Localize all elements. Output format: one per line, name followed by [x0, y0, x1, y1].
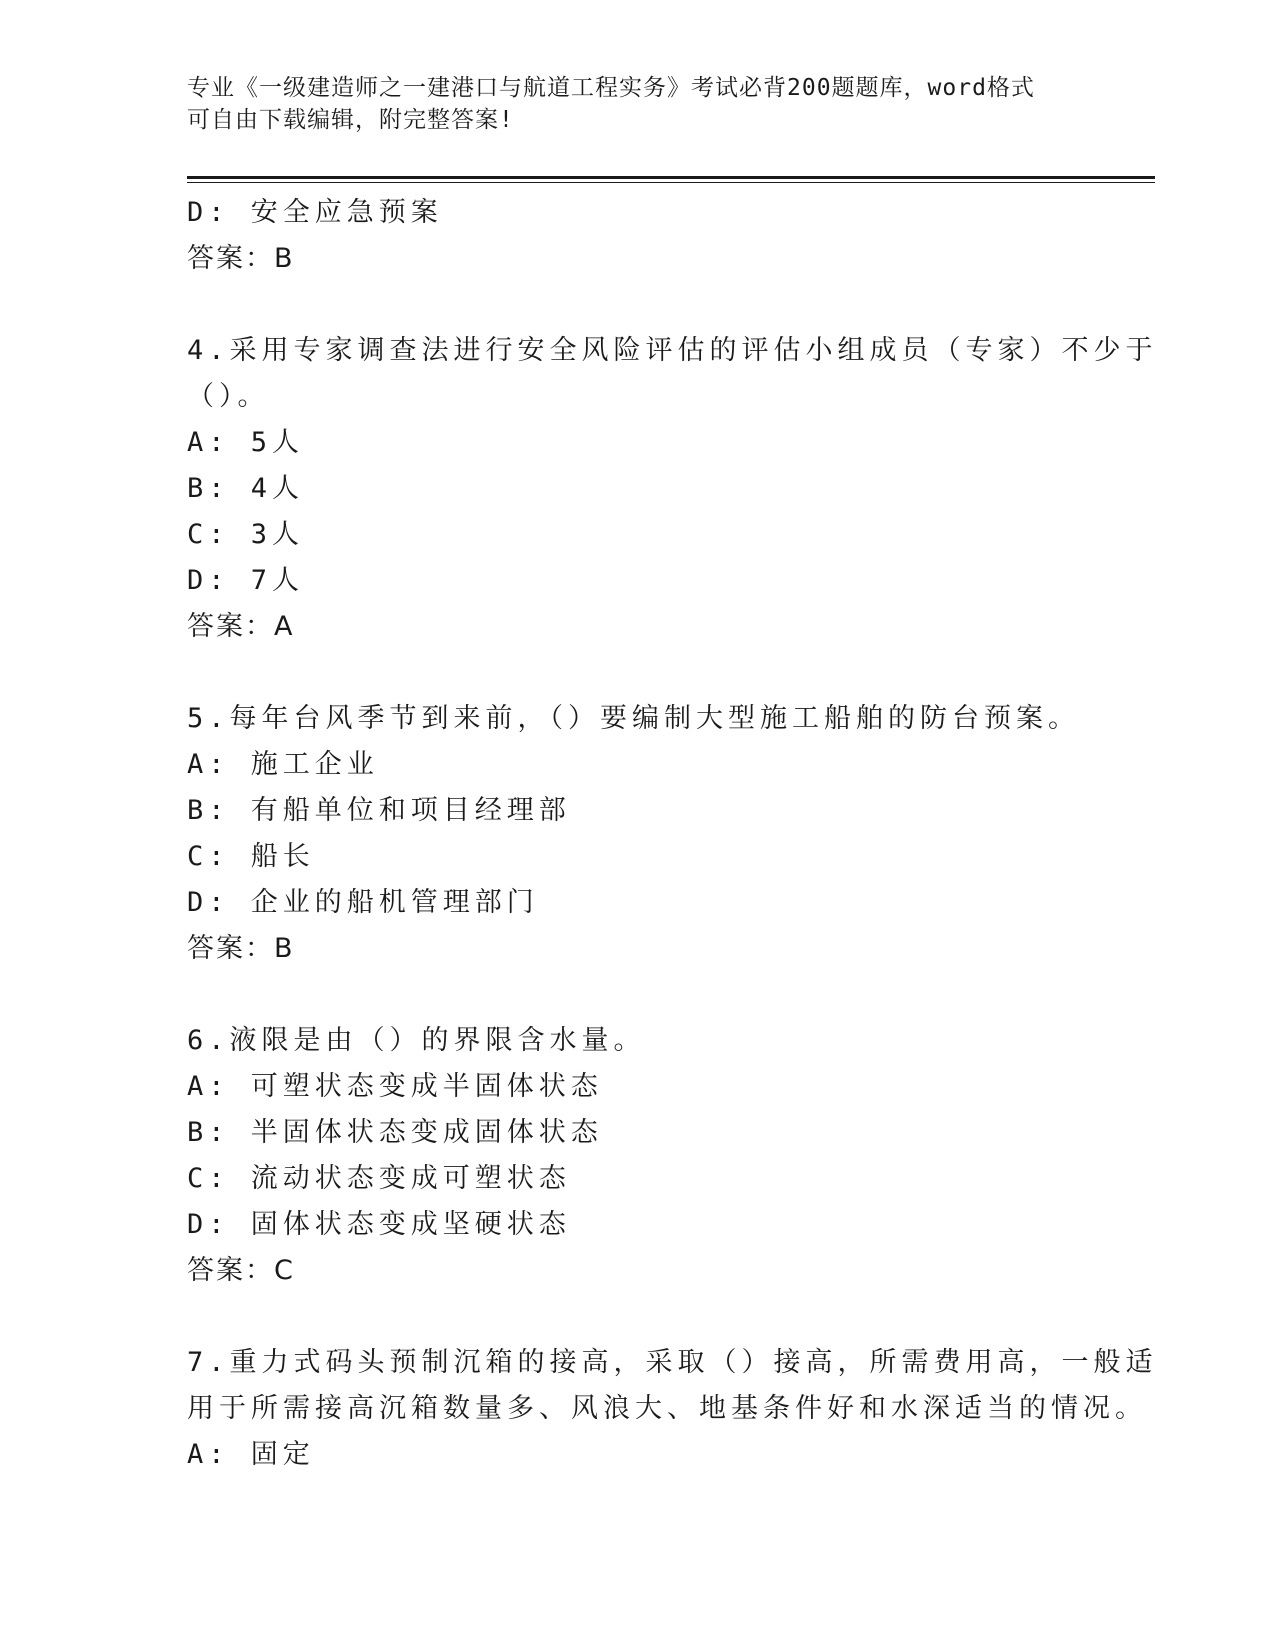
document-header	[187, 72, 1067, 136]
question-3-tail	[187, 190, 1067, 282]
question-4-option-a: A: 5人	[187, 427, 305, 458]
question-6-option-b: B: 半固体状态变成固体状态	[187, 1117, 603, 1148]
question-4-answer: 答案：A	[187, 611, 295, 642]
header-title-line-1: 专业《一级建造师之一建港口与航道工程实务》考试必背200题题库，word格式	[187, 75, 1035, 101]
question-3-option-d: D: 安全应急预案	[187, 197, 443, 228]
question-7	[187, 1340, 1158, 1478]
question-list	[187, 190, 1158, 1478]
header-divider-thin	[187, 182, 1155, 183]
question-5-answer: 答案：B	[187, 933, 295, 964]
question-5-option-c: C: 船长	[187, 841, 315, 872]
spacer	[187, 1294, 1067, 1340]
question-6	[187, 1018, 1067, 1294]
question-4-option-d: D: 7人	[187, 565, 305, 596]
question-5-option-b: B: 有船单位和项目经理部	[187, 795, 571, 826]
question-7-stem-line-2: 用于所需接高沉箱数量多、风浪大、地基条件好和水深适当的情况。	[187, 1393, 1147, 1424]
question-7-stem-line-1: 7.重力式码头预制沉箱的接高，采取（）接高，所需费用高，一般适	[187, 1347, 1158, 1378]
spacer	[187, 650, 1067, 696]
question-6-option-d: D: 固体状态变成坚硬状态	[187, 1209, 571, 1240]
question-3-answer: 答案：B	[187, 243, 295, 274]
question-5-option-a: A: 施工企业	[187, 749, 379, 780]
question-4-stem-line-2: （）。	[187, 381, 270, 412]
question-4-option-b: B: 4人	[187, 473, 305, 504]
spacer	[187, 972, 1067, 1018]
question-4-option-c: C: 3人	[187, 519, 305, 550]
question-6-stem: 6.液限是由（）的界限含水量。	[187, 1025, 646, 1056]
question-6-answer: 答案：C	[187, 1255, 295, 1286]
question-6-option-a: A: 可塑状态变成半固体状态	[187, 1071, 603, 1102]
spacer	[187, 282, 1067, 328]
question-4	[187, 328, 1158, 650]
question-4-stem-line-1: 4.采用专家调查法进行安全风险评估的评估小组成员（专家）不少于	[187, 335, 1158, 366]
question-5-stem: 5.每年台风季节到来前，（）要编制大型施工船舶的防台预案。	[187, 703, 1081, 734]
question-6-option-c: C: 流动状态变成可塑状态	[187, 1163, 571, 1194]
header-title-line-2: 可自由下载编辑，附完整答案!	[187, 107, 514, 133]
header-divider-thick	[187, 176, 1155, 179]
question-5	[187, 696, 1081, 972]
question-5-option-d: D: 企业的船机管理部门	[187, 887, 539, 918]
question-7-option-a: A: 固定	[187, 1439, 315, 1470]
